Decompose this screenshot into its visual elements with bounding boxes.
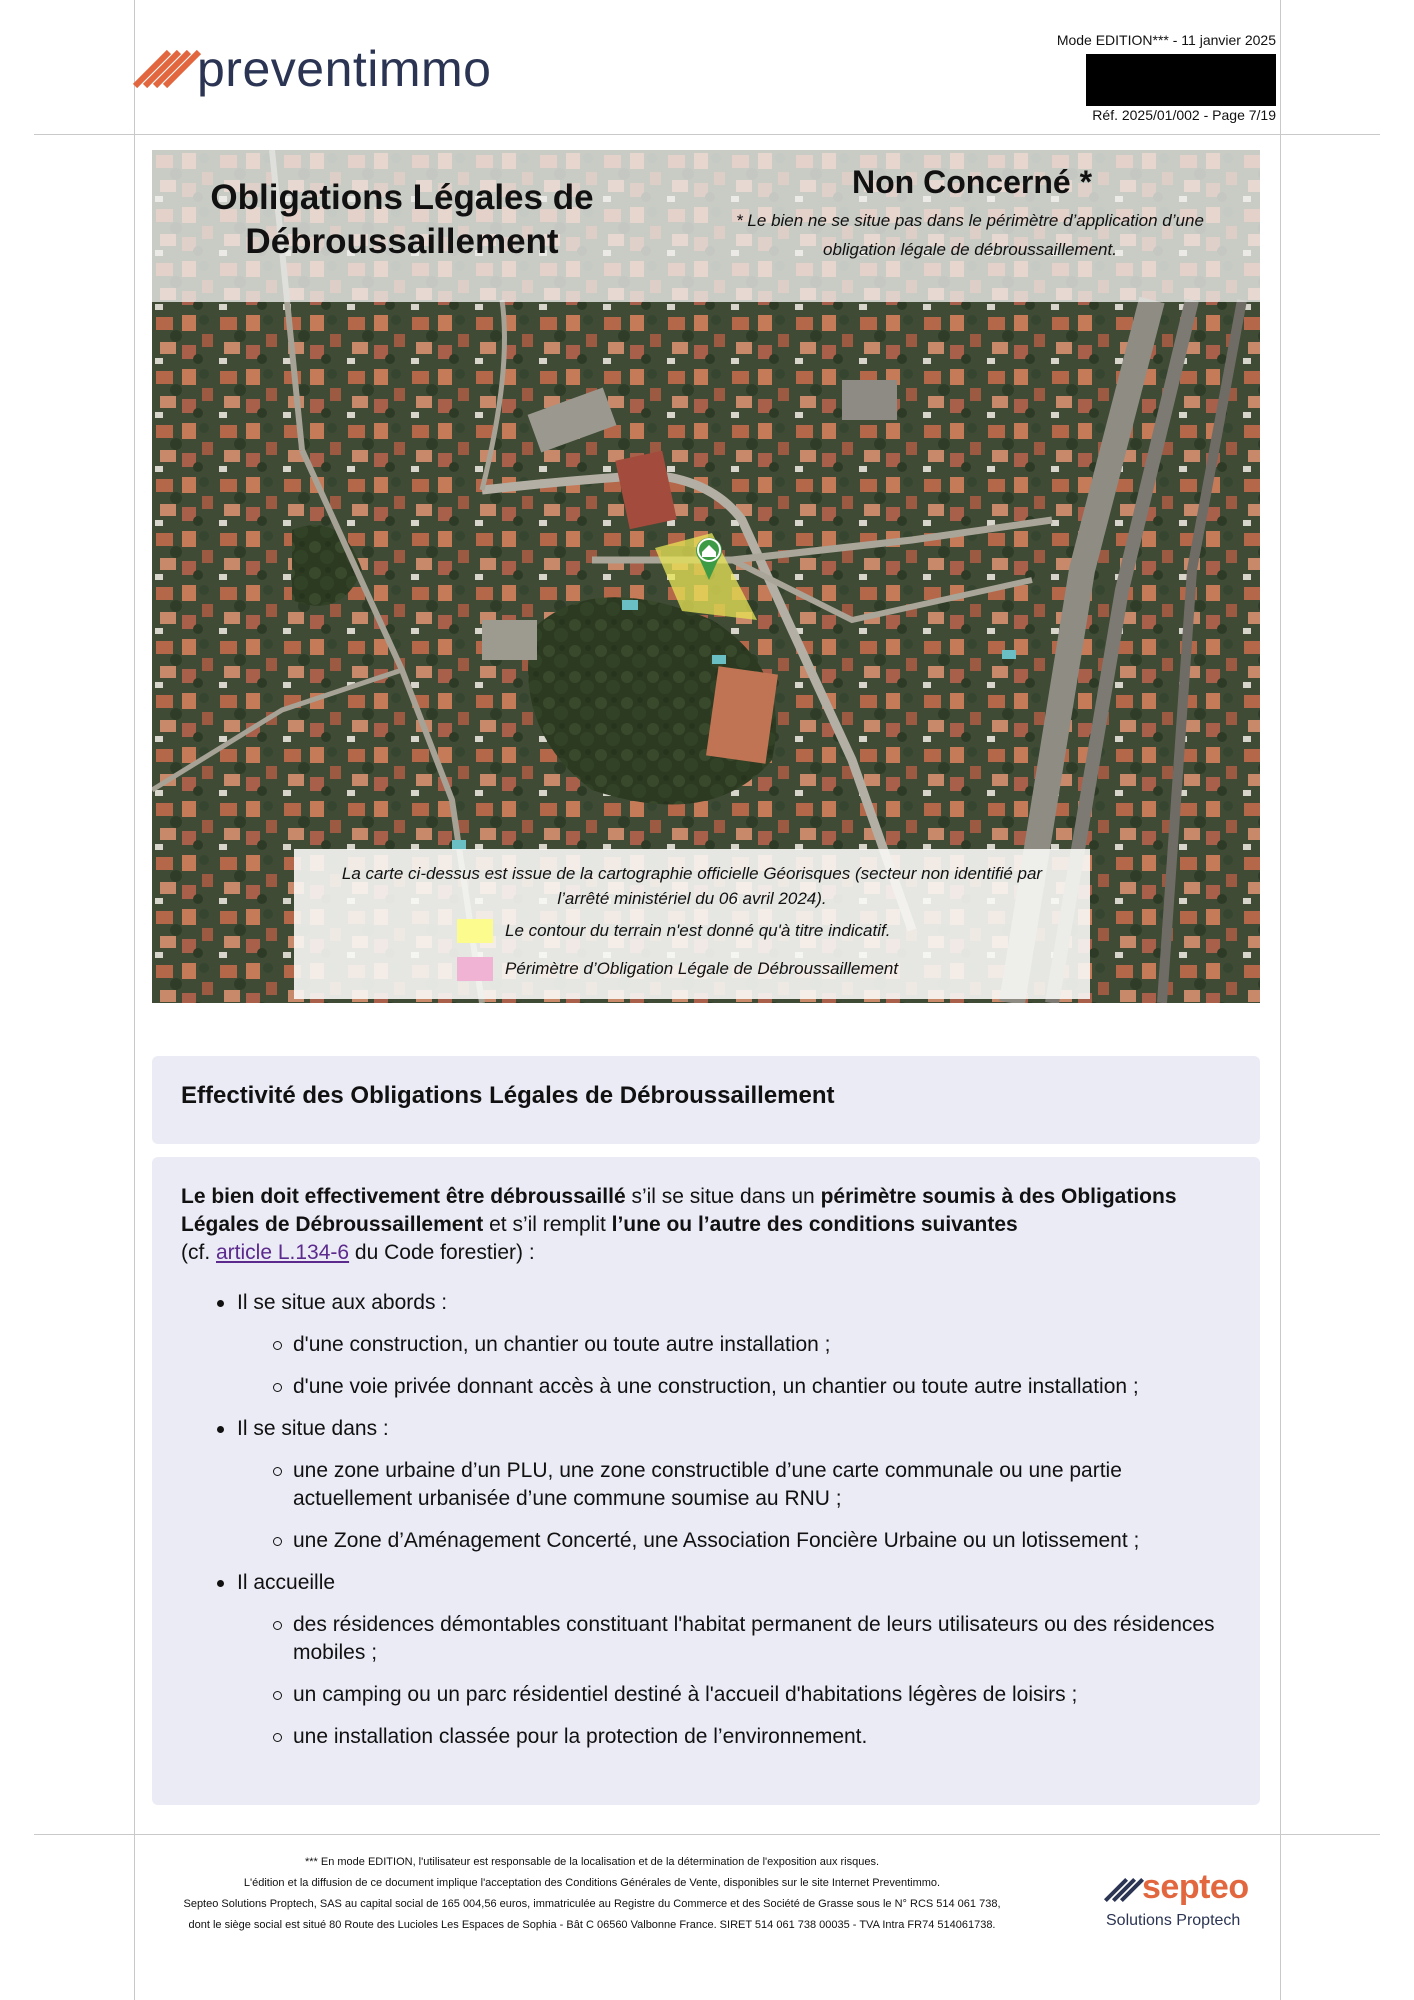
footer-line-2: L'édition et la diffusion de ce document implique l'acceptation des Conditions Générales de Vente, disponibles sur le site Internet Preventimmo. [243,1877,941,1889]
legend-item-perimeter [294,957,1090,983]
septeo-stripes-icon [1112,1876,1140,1904]
list-subitem: un camping ou un parc résidentiel destiné à l'accueil d'habitations légères de loisirs ; [181,1681,1241,1709]
list-item: Il accueille [181,1569,1241,1597]
header-divider [34,134,1380,135]
edition-mode-date: Mode EDITION*** - 11 janvier 2025 [1056,32,1276,48]
status-label: Non Concerné * [851,164,1093,200]
legend-label-perimeter: Périmètre d’Obligation Légale de Débroussaillement [505,959,899,978]
preventimmo-logo [145,40,492,98]
list-subitem: des résidences démontables constituant l'habitat permanent de leurs utilisateurs ou des résidences mobiles ; [181,1611,1241,1667]
footer-line-4: dont le siège social est situé 80 Route des Lucioles Les Espaces de Sophia - Bât C 06560 Valbonne France. SIRET 514 061 738 00035 - TVA Intra FR74 514061738. [188,1919,996,1931]
section-title: Effectivité des Obligations Légales de Débroussaillement [181,1082,835,1109]
section-title-box [152,1056,1260,1144]
status-note-line-2: obligation légale de débroussaillement. [823,240,1117,259]
status-note [700,206,1240,264]
redacted-block [1086,54,1276,106]
conditions-list [181,1289,1241,1765]
intro-text-6: (cf. [181,1241,216,1264]
list-subitem: d'une voie privée donnant accès à une construction, un chantier ou toute autre installation ; [181,1373,1241,1401]
footer-line-3: Septeo Solutions Proptech, SAS au capital social de 165 004,56 euros, immatriculée au Registre du Commerce et des Société de Grasse sous le N° RCS 514 061 738, [183,1898,1001,1910]
intro-text-4: et s’il remplit [483,1213,612,1236]
map-source-note [304,861,1080,911]
map-title-line-1: Obligations Légales de [210,178,594,217]
reference-page-number: Réf. 2025/01/002 - Page 7/19 [1092,107,1276,123]
intro-bold-1: Le bien doit effectivement être débroussaillé [181,1185,626,1208]
map-source-line-2: l’arrêté ministériel du 06 avril 2024). [557,889,827,908]
brand-name: preventimmo [197,41,492,97]
septeo-wordmark: septeo [1142,1868,1249,1906]
satellite-map [152,150,1260,1003]
list-subitem: d'une construction, un chantier ou toute autre installation ; [181,1331,1241,1359]
septeo-subtitle: Solutions Proptech [1106,1912,1241,1929]
map-source-line-1: La carte ci-dessus est issue de la cartographie officielle Géorisques (secteur non identifié par [341,864,1043,883]
legend-item-terrain [294,919,1090,945]
article-link[interactable]: article L.134-6 [216,1241,350,1264]
intro-bold-3: périmètre soumis à des Obligations Légales de Débroussaillement [181,1185,1177,1236]
map-legend [294,849,1090,999]
footer-line-1: *** En mode EDITION, l'utilisateur est responsable de la localisation et de la détermination de l'exposition aux risques. [304,1856,880,1868]
footer-divider [34,1834,1380,1835]
intro-text-2: s’il se situe dans un [625,1185,821,1208]
intro-text-7: du Code forestier) : [349,1241,535,1264]
preventimmo-stripes-icon [145,47,187,91]
map-title-line-2: Débroussaillement [245,222,559,261]
list-subitem: une Zone d’Aménagement Concerté, une Association Foncière Urbaine ou un lotissement ; [181,1527,1241,1555]
section-body-box [152,1157,1260,1805]
legend-swatch-pink [457,957,493,981]
intro-paragraph [181,1183,1241,1267]
footer-legal [152,1852,1032,1936]
page-margin-right [1280,0,1281,2000]
list-item: Il se situe aux abords : [181,1289,1241,1317]
legend-swatch-yellow [457,919,493,943]
legend-label-terrain: Le contour du terrain n'est donné qu'à titre indicatif. [505,921,891,940]
map-title [192,176,612,264]
list-subitem: une zone urbaine d’un PLU, une zone constructible d’une carte communale ou une partie actuellement urbanisée d’une commune soumise au RNU ; [181,1457,1241,1513]
page-margin-left [134,0,135,2000]
list-item: Il se situe dans : [181,1415,1241,1443]
status-note-line-1: * Le bien ne se situe pas dans le périmètre d’application d’une [736,211,1204,230]
intro-bold-5: l’une ou l’autre des conditions suivantes [611,1213,1018,1236]
list-subitem: une installation classée pour la protection de l’environnement. [181,1723,1241,1751]
